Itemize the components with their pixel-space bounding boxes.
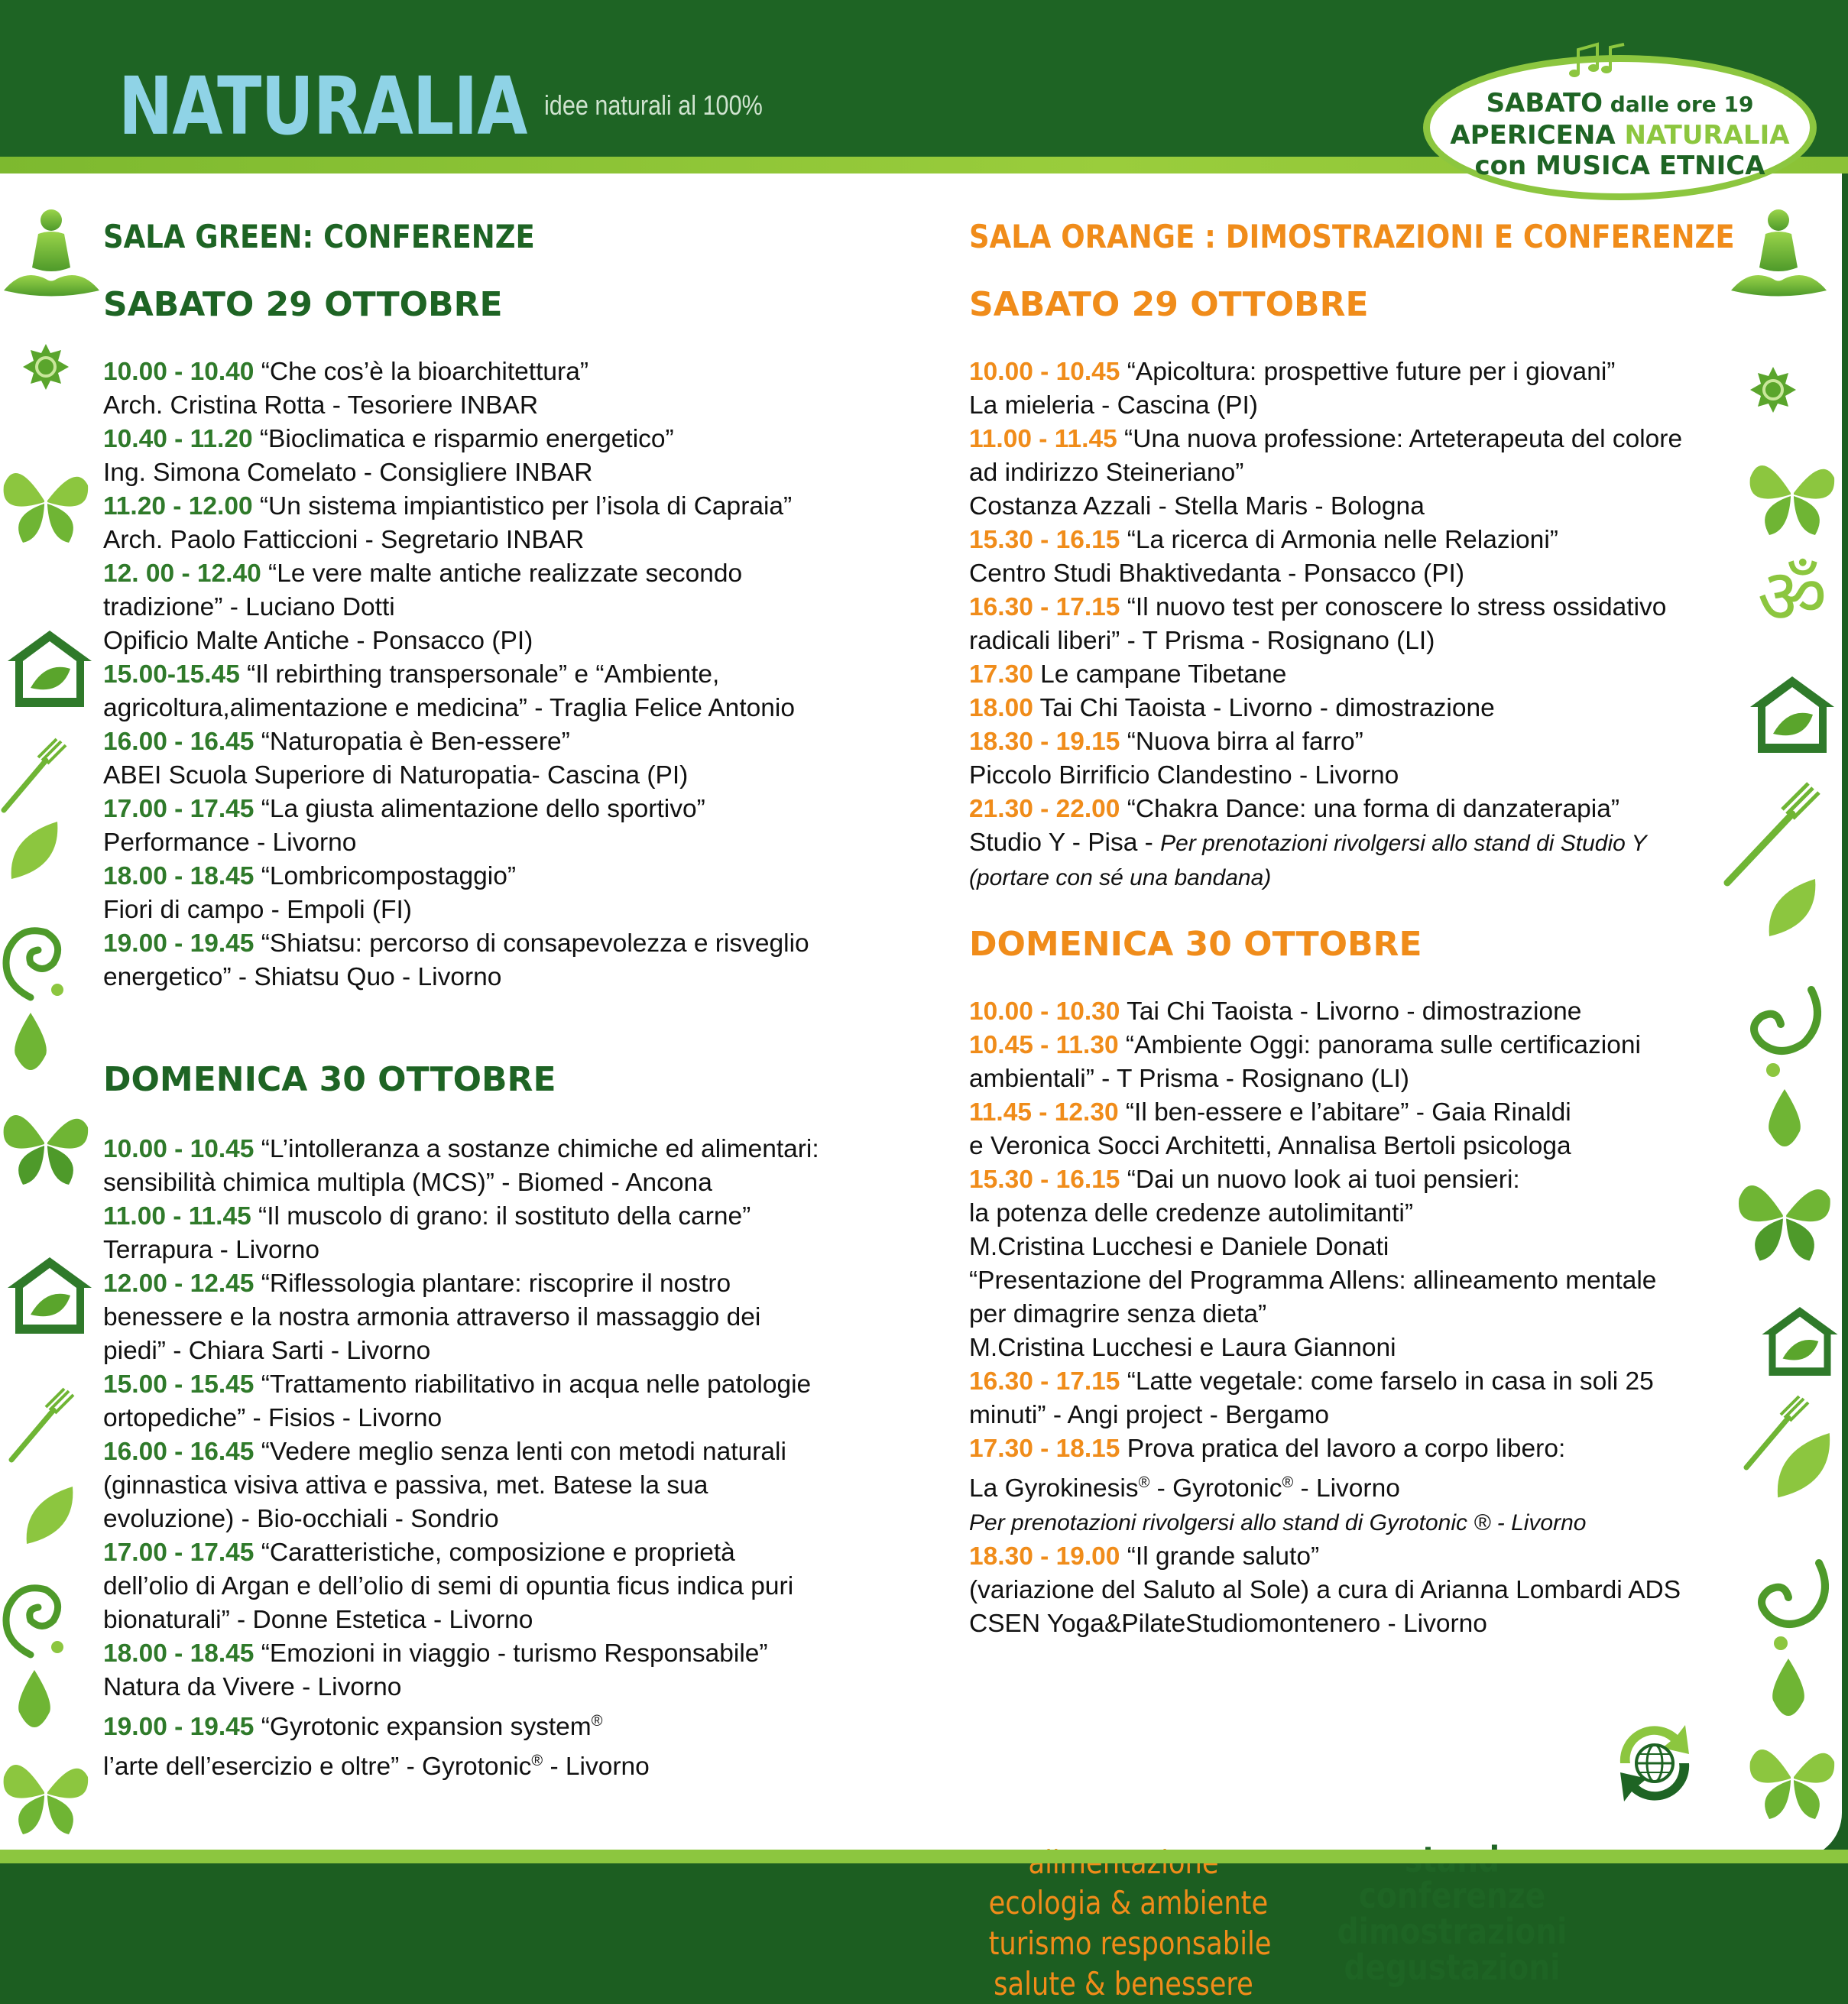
schedule-line (103, 759, 809, 793)
category-item: ecologia & ambiente (988, 1884, 1269, 1921)
session-text: Performance - Livorno (103, 829, 357, 857)
session-text: “Gyrotonic expansion system (254, 1713, 592, 1742)
schedule-line (969, 1130, 1681, 1163)
session-time: 15.00 - 15.45 (103, 1370, 255, 1399)
session-text: “Vedere meglio senza lenti con metodi naturali (254, 1438, 786, 1466)
session-note: Per prenotazioni rivolgersi allo stand di Studio Y (1160, 831, 1647, 856)
meditation-icon (0, 206, 103, 306)
category-item: degustazioni (1344, 1947, 1561, 1988)
leaf-house-icon (1750, 676, 1834, 753)
left-saturday-schedule (103, 355, 809, 994)
session-text: “Emozioni in viaggio - turismo Responsabile” (254, 1639, 768, 1668)
session-time: 18.00 (969, 694, 1033, 722)
session-time: 16.30 - 17.15 (969, 593, 1120, 621)
session-text: Piccolo Birrificio Clandestino - Livorno (969, 761, 1399, 790)
session-text: “Apicoltura: prospettive future per i giovani” (1120, 358, 1616, 386)
schedule-line (969, 389, 1682, 423)
session-text: “Shiatsu: percorso di consapevolezza e risveglio (254, 929, 809, 958)
schedule-line (969, 1096, 1681, 1130)
schedule-line (103, 624, 809, 658)
session-time: 19.00 - 19.45 (103, 929, 255, 958)
session-text: “Riflessologia plantare: riscoprire il nostro (254, 1270, 731, 1298)
session-text: - Livorno (1293, 1474, 1400, 1503)
session-text: tradizione” - Luciano Dotti (103, 593, 395, 621)
swirl-icon (1735, 982, 1827, 1081)
schedule-line (969, 490, 1682, 524)
fork-icon (0, 738, 69, 814)
session-text: Arch. Cristina Rotta - Tesoriere INBAR (103, 391, 539, 420)
session-text: (ginnastica visiva attiva e passiva, met. Batese la sua (103, 1471, 708, 1500)
badge-line-1 (1430, 88, 1810, 120)
badge-apericena: APERICENA (1450, 120, 1625, 151)
butterfly-icon (0, 1097, 92, 1188)
brand-tagline: idee naturali al 100% (544, 89, 763, 121)
butterfly-icon (0, 455, 92, 546)
water-drop-icon (1769, 1659, 1807, 1716)
session-text: Arch. Paolo Fatticcioni - Segretario INBAR (103, 526, 585, 554)
schedule-line (969, 1466, 1681, 1506)
leaf-house-icon (8, 1257, 92, 1334)
badge-day: SABATO (1486, 88, 1603, 118)
fork-icon (1720, 783, 1827, 890)
schedule-line (103, 961, 809, 994)
session-note: (portare con sé una bandana) (969, 865, 1272, 890)
session-time: 18.00 - 18.45 (103, 1639, 255, 1668)
session-time: 18.30 - 19.00 (969, 1542, 1120, 1571)
session-text: e Veronica Socci Architetti, Annalisa Bertoli psicologa (969, 1132, 1571, 1160)
session-text: “Ambiente Oggi: panorama sulle certificazioni (1118, 1031, 1641, 1059)
session-text: sensibilità chimica multipla (MCS)” - Biomed - Ancona (103, 1169, 712, 1197)
water-drop-icon (15, 1670, 53, 1727)
session-text: Opificio Malte Antiche - Ponsacco (PI) (103, 627, 533, 655)
session-text: M.Cristina Lucchesi e Daniele Donati (969, 1233, 1389, 1261)
session-time: 10.00 - 10.30 (969, 997, 1120, 1026)
session-text: ABEI Scuola Superiore di Naturopatia- Cascina (PI) (103, 761, 689, 790)
schedule-line (103, 1469, 819, 1503)
schedule-line (103, 1402, 819, 1435)
session-text: “Latte vegetale: come farselo in casa in soli 25 (1120, 1367, 1654, 1396)
session-text: “Il rebirthing transpersonale” e “Ambiente, (239, 660, 720, 689)
schedule-line (103, 692, 809, 725)
session-text: “Che cos’è la bioarchitettura” (254, 358, 588, 386)
meditation-icon (1727, 206, 1830, 306)
butterfly-icon (1746, 447, 1838, 539)
schedule-line (103, 1536, 819, 1570)
right-sunday-title: DOMENICA 30 OTTOBRE (969, 925, 1422, 964)
schedule-line (103, 1604, 819, 1637)
session-text: “Trattamento riabilitativo in acqua nelle patologie (254, 1370, 812, 1399)
session-text: Ing. Simona Comelato - Consigliere INBAR (103, 459, 593, 487)
session-text: Terrapura - Livorno (103, 1236, 320, 1264)
session-text: CSEN Yoga&PilateStudiomontenero - Livorno (969, 1610, 1487, 1639)
schedule-line (969, 1506, 1681, 1540)
session-text: ambientali” - T Prisma - Rosignano (LI) (969, 1065, 1409, 1093)
badge-line-3: con MUSICA ETNICA (1474, 151, 1765, 181)
session-text: agricoltura,alimentazione e medicina” - Traglia Felice Antonio (103, 694, 795, 722)
schedule-line (103, 456, 809, 490)
music-notes-icon (1563, 38, 1632, 84)
swirl-icon (1743, 1555, 1834, 1655)
schedule-line (969, 725, 1682, 759)
schedule-line (969, 1432, 1681, 1466)
program-panel (0, 172, 1842, 2002)
schedule-line (103, 1267, 819, 1301)
schedule-line (969, 1163, 1681, 1197)
session-time: 17.30 - 18.15 (969, 1435, 1120, 1463)
schedule-line (969, 658, 1682, 692)
session-time: 17.30 (969, 660, 1033, 689)
leaf-icon (8, 822, 61, 883)
schedule-line (969, 692, 1682, 725)
session-text: energetico” - Shiatsu Quo - Livorno (103, 963, 502, 991)
schedule-line (103, 1133, 819, 1166)
session-text: M.Cristina Lucchesi e Laura Giannoni (969, 1334, 1396, 1362)
session-time: 16.00 - 16.45 (103, 728, 255, 756)
schedule-line (969, 1062, 1681, 1096)
session-text: minuti” - Angi project - Bergamo (969, 1401, 1330, 1429)
session-text: piedi” - Chiara Sarti - Livorno (103, 1337, 431, 1365)
schedule-line (103, 860, 809, 893)
session-note: Per prenotazioni rivolgersi allo stand di Gyrotonic ® - Livorno (969, 1510, 1587, 1536)
session-time: 17.00 - 17.45 (103, 1539, 255, 1567)
session-text: La Gyrokinesis (969, 1474, 1139, 1503)
recycle-star-icon (23, 344, 69, 390)
session-text: dell’olio di Argan e dell’olio di semi di opuntia ficus indica puri (103, 1572, 794, 1600)
badge-naturalia: NATURALIA (1624, 120, 1790, 151)
schedule-line (969, 1298, 1681, 1331)
sala-orange-title: SALA ORANGE : DIMOSTRAZIONI E CONFERENZE (969, 218, 1735, 255)
schedule-line (969, 624, 1682, 658)
right-saturday-title: SABATO 29 OTTOBRE (969, 285, 1369, 324)
schedule-line (969, 1607, 1681, 1641)
schedule-line (103, 893, 809, 927)
session-text: Fiori di campo - Empoli (FI) (103, 896, 412, 924)
swirl-icon (0, 1571, 69, 1662)
schedule-line (103, 423, 809, 456)
schedule-line (103, 1166, 819, 1200)
water-drop-icon (1765, 1089, 1804, 1146)
leaf-icon (1765, 879, 1819, 940)
session-text: “Chakra Dance: una forma di danzaterapia” (1120, 795, 1620, 823)
schedule-line (969, 1540, 1681, 1574)
sala-green-title: SALA GREEN: CONFERENZE (103, 218, 535, 255)
session-text: evoluzione) - Bio-occhiali - Sondrio (103, 1505, 499, 1533)
session-text: “L’intolleranza a sostanze chimiche ed alimentari: (254, 1135, 819, 1163)
leaf-house-icon (1762, 1307, 1838, 1376)
left-saturday-title: SABATO 29 OTTOBRE (103, 285, 503, 324)
schedule-line (969, 759, 1682, 793)
session-text: Tai Chi Taoista - Livorno - dimostrazione (1120, 997, 1582, 1026)
session-time: 16.30 - 17.15 (969, 1367, 1120, 1396)
schedule-line (103, 1637, 819, 1671)
water-drop-icon (11, 1013, 50, 1070)
butterfly-icon (1735, 1166, 1834, 1265)
session-time: 15.00-15.45 (103, 660, 240, 689)
svg-text:ॐ: ॐ (1757, 552, 1827, 641)
left-sunday-schedule (103, 1133, 819, 1784)
schedule-line (103, 355, 809, 389)
session-text: benessere e la nostra armonia attraverso il massaggio dei (103, 1303, 761, 1331)
schedule-line (969, 1331, 1681, 1365)
session-time: 10.00 - 10.45 (103, 1135, 255, 1163)
session-time: 11.00 - 11.45 (969, 425, 1117, 453)
session-text: “Il grande saluto” (1120, 1542, 1320, 1571)
session-text: “Il nuovo test per conoscere lo stress ossidativo (1120, 593, 1667, 621)
schedule-line (103, 389, 809, 423)
schedule-line (969, 861, 1682, 895)
schedule-line (969, 793, 1682, 826)
left-sunday-title: DOMENICA 30 OTTOBRE (103, 1060, 556, 1099)
schedule-line (969, 355, 1682, 389)
schedule-line (103, 1200, 819, 1234)
session-text: “Il muscolo di grano: il sostituto della carne” (251, 1202, 751, 1231)
schedule-line (969, 524, 1682, 557)
swirl-icon (0, 913, 69, 1005)
schedule-line (969, 456, 1682, 490)
session-time: 15.30 - 16.15 (969, 526, 1120, 554)
session-text: ad indirizzo Steineriano” (969, 459, 1244, 487)
right-saturday-schedule (969, 355, 1682, 895)
session-text: “La ricerca di Armonia nelle Relazioni” (1120, 526, 1558, 554)
session-text: Costanza Azzali - Stella Maris - Bologna (969, 492, 1425, 520)
footer-accent-strip (0, 1850, 1848, 1863)
session-time: 18.30 - 19.15 (969, 728, 1120, 756)
schedule-line (103, 1234, 819, 1267)
schedule-line (969, 591, 1682, 624)
globe-recycle-icon (1605, 1716, 1704, 1811)
schedule-line (103, 725, 809, 759)
session-text: radicali liberi” - T Prisma - Rosignano (LI) (969, 627, 1435, 655)
session-text: “Le vere malte antiche realizzate secondo (261, 559, 743, 588)
butterfly-icon (1746, 1731, 1838, 1823)
session-text: per dimagrire senza dieta” (969, 1300, 1267, 1328)
registered-mark: ® (531, 1753, 543, 1770)
session-time: 11.45 - 12.30 (969, 1098, 1119, 1127)
schedule-line (969, 1574, 1681, 1607)
session-text: la potenza delle credenze autolimitanti” (969, 1199, 1414, 1227)
session-text: - Livorno (543, 1753, 650, 1782)
schedule-line (103, 793, 809, 826)
session-time: 12.00 - 12.45 (103, 1270, 255, 1298)
session-time: 17.00 - 17.45 (103, 795, 255, 823)
session-text: Natura da Vivere - Livorno (103, 1673, 402, 1701)
schedule-line (103, 1744, 819, 1784)
badge-line-2 (1430, 120, 1810, 151)
recycle-star-icon (1750, 367, 1796, 413)
session-time: 10.00 - 10.40 (103, 358, 255, 386)
session-text: “Naturopatia è Ben-essere” (254, 728, 570, 756)
session-text: bionaturali” - Donne Estetica - Livorno (103, 1606, 533, 1634)
schedule-line (103, 1503, 819, 1536)
schedule-line (103, 826, 809, 860)
session-time: 11.00 - 11.45 (103, 1202, 251, 1231)
schedule-line (103, 1671, 819, 1704)
schedule-line (103, 1704, 819, 1744)
category-item: turismo responsabile (988, 1925, 1272, 1962)
schedule-line (103, 490, 809, 524)
session-text: “Una nuova professione: Arteterapeuta del colore (1117, 425, 1683, 453)
session-text: “La giusta alimentazione dello sportivo” (254, 795, 705, 823)
session-text: “Caratteristiche, composizione e proprietà (254, 1539, 735, 1567)
schedule-line (969, 423, 1682, 456)
session-time: 15.30 - 16.15 (969, 1166, 1120, 1194)
session-text: - Gyrotonic (1149, 1474, 1282, 1503)
session-time: 10.00 - 10.45 (969, 358, 1120, 386)
categories-green (1335, 1842, 1569, 1986)
session-text: Le campane Tibetane (1033, 660, 1287, 689)
brand-title: NATURALIA (118, 60, 527, 153)
session-text: “Bioclimatica e risparmio energetico” (252, 425, 674, 453)
session-text: Tai Chi Taoista - Livorno - dimostrazione (1033, 694, 1495, 722)
schedule-line (103, 557, 809, 591)
schedule-line (103, 591, 809, 624)
leaf-icon (23, 1487, 76, 1548)
schedule-line (969, 557, 1682, 591)
fork-icon (8, 1387, 76, 1464)
session-text: Centro Studi Bhaktivedanta - Ponsacco (PI) (969, 559, 1464, 588)
butterfly-icon (0, 1746, 92, 1838)
schedule-line (103, 1435, 819, 1469)
categories-orange (988, 1842, 1272, 2004)
session-text: “Nuova birra al farro” (1120, 728, 1363, 756)
schedule-line (969, 995, 1681, 1029)
leaf-icon (1773, 1433, 1834, 1502)
schedule-line (103, 1334, 819, 1368)
registered-mark: ® (1138, 1474, 1150, 1491)
schedule-line (103, 658, 809, 692)
session-text: Studio Y - Pisa - (969, 829, 1161, 857)
badge-time: dalle ore 19 (1603, 92, 1754, 117)
schedule-line (103, 1570, 819, 1604)
schedule-line (103, 1368, 819, 1402)
session-text: “Il ben-essere e l’abitare” - Gaia Rinaldi (1118, 1098, 1571, 1127)
session-time: 10.45 - 11.30 (969, 1031, 1119, 1059)
leaf-house-icon (8, 631, 92, 707)
schedule-line (969, 826, 1682, 861)
session-time: 11.20 - 12.00 (103, 492, 253, 520)
schedule-line (103, 524, 809, 557)
category-item: salute & benessere (994, 1965, 1253, 2002)
session-time: 16.00 - 16.45 (103, 1438, 255, 1466)
session-text: “Presentazione del Programma Allens: allineamento mentale (969, 1266, 1657, 1295)
schedule-line (969, 1365, 1681, 1399)
session-time: 19.00 - 19.45 (103, 1713, 255, 1742)
category-item: dimostrazioni (1337, 1911, 1568, 1952)
category-item: conferenze (1358, 1875, 1546, 1916)
schedule-line (969, 1399, 1681, 1432)
registered-mark: ® (1282, 1474, 1294, 1491)
session-text: Prova pratica del lavoro a corpo libero: (1120, 1435, 1566, 1463)
session-text: “Dai un nuovo look ai tuoi pensieri: (1120, 1166, 1520, 1194)
schedule-line (969, 1029, 1681, 1062)
registered-mark: ® (591, 1713, 603, 1730)
session-text: (variazione del Saluto al Sole) a cura di Arianna Lombardi ADS (969, 1576, 1681, 1605)
session-time: 12. 00 - 12.40 (103, 559, 261, 588)
session-text: l’arte dell’esercizio e oltre” - Gyrotonic (103, 1753, 532, 1782)
session-time: 18.00 - 18.45 (103, 862, 255, 890)
om-icon (1750, 552, 1834, 641)
schedule-line (969, 1197, 1681, 1231)
schedule-line (103, 927, 809, 961)
right-sunday-schedule (969, 995, 1681, 1641)
schedule-line (103, 1301, 819, 1334)
session-text: ortopediche” - Fisios - Livorno (103, 1404, 443, 1432)
schedule-line (969, 1231, 1681, 1264)
session-text: La mieleria - Cascina (PI) (969, 391, 1258, 420)
schedule-line (969, 1264, 1681, 1298)
session-text: “Lombricompostaggio” (254, 862, 517, 890)
session-time: 21.30 - 22.00 (969, 795, 1120, 823)
session-time: 10.40 - 11.20 (103, 425, 253, 453)
session-text: “Un sistema impiantistico per l’isola di Capraia” (252, 492, 793, 520)
